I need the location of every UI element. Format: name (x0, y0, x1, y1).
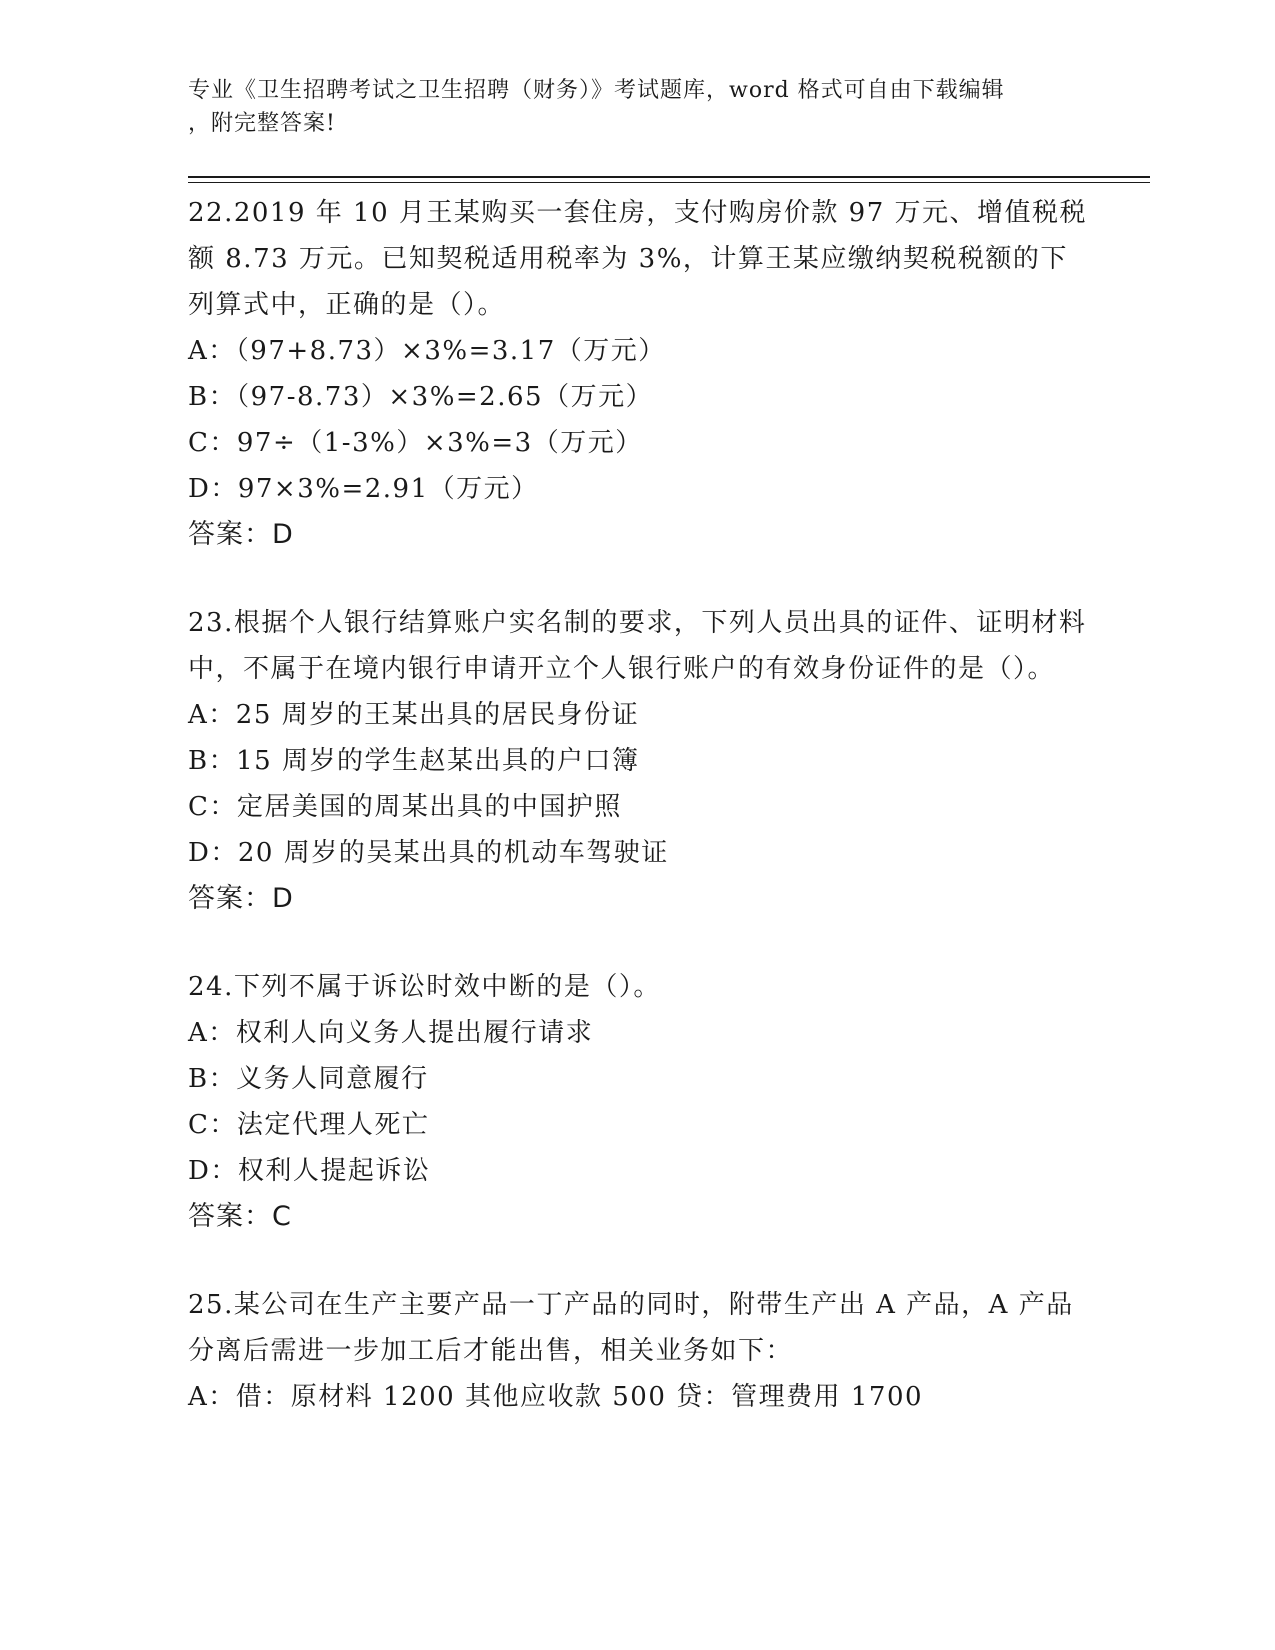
option-a: A：25 周岁的王某出具的居民身份证 (188, 700, 640, 730)
option-d: D：权利人提起诉讼 (188, 1156, 431, 1186)
question-24 (188, 964, 1088, 1240)
header-divider-thin (188, 182, 1150, 183)
document-header (188, 74, 1068, 140)
option-a: A：借：原材料 1200 其他应收款 500 贷：管理费用 1700 (188, 1382, 924, 1412)
question-25 (188, 1282, 1088, 1420)
option-c: C：法定代理人死亡 (188, 1110, 430, 1140)
question-23 (188, 600, 1088, 922)
option-d: D：97×3%=2.91（万元） (188, 474, 539, 504)
option-d: D：20 周岁的吴某出具的机动车驾驶证 (188, 838, 669, 868)
answer-label: 答案：D (188, 519, 294, 550)
option-b: B：义务人同意履行 (188, 1064, 429, 1094)
option-c: C：定居美国的周某出具的中国护照 (188, 792, 622, 822)
question-22 (188, 190, 1088, 558)
answer-label: 答案：D (188, 883, 294, 914)
header-line-1: 专业《卫生招聘考试之卫生招聘（财务）》考试题库，word 格式可自由下载编辑 (188, 78, 1005, 103)
header-divider-thick (188, 176, 1150, 178)
answer-label: 答案：C (188, 1201, 292, 1232)
question-stem: 22.2019 年 10 月王某购买一套住房，支付购房价款 97 万元、增值税税额 8.73 万元。已知契税适用税率为 3%，计算王某应缴纳契税税额的下列算式中，正确的是（）。 (188, 198, 1088, 320)
question-stem: 25.某公司在生产主要产品一丁产品的同时，附带生产出 A 产品，A 产品分离后需进一步加工后才能出售，相关业务如下： (188, 1290, 1074, 1366)
question-stem: 24.下列不属于诉讼时效中断的是（）。 (188, 972, 661, 1002)
question-stem: 23.根据个人银行结算账户实名制的要求，下列人员出具的证件、证明材料中，不属于在境内银行申请开立个人银行账户的有效身份证件的是（）。 (188, 608, 1087, 684)
option-a: A：权利人向义务人提出履行请求 (188, 1018, 594, 1048)
option-b: B：15 周岁的学生赵某出具的户口簿 (188, 746, 640, 776)
header-line-2: ，附完整答案! (188, 111, 336, 136)
option-a: A：（97+8.73）×3%=3.17（万元） (188, 336, 666, 366)
question-list (188, 190, 1088, 1462)
option-c: C：97÷（1-3%）×3%=3（万元） (188, 428, 643, 458)
option-b: B：（97-8.73）×3%=2.65（万元） (188, 382, 654, 412)
